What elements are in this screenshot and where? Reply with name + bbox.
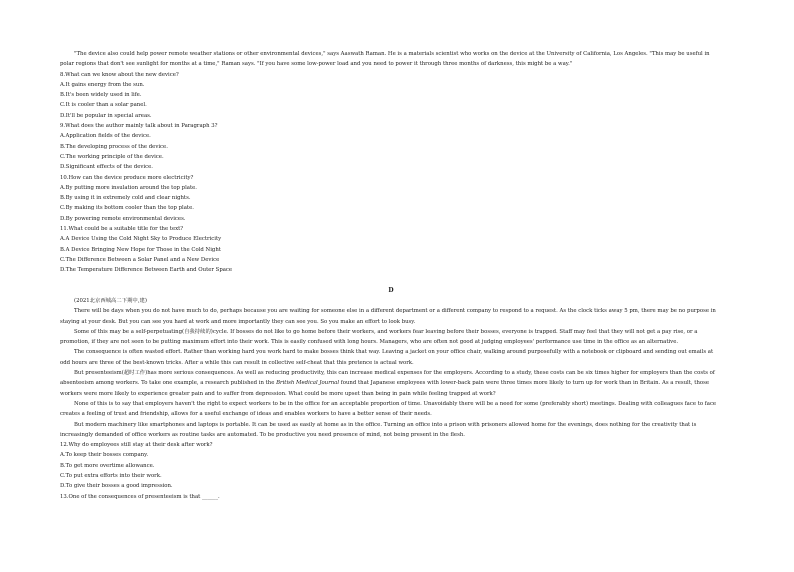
option-a: A.It gains energy from the sun. (60, 81, 145, 88)
paragraph-4-text-b: found that Japanese employees with lower-back pain were three times more likely to turn up for work than in Britain. As a result, those workers were more likely to experience greater pain and to suffer from depression. What could be more upset than being in pain while feeling trapped at work? (60, 380, 710, 397)
source-label: (2021北京西城高二下期中,建) (74, 298, 147, 304)
option-b: B.By using it in extremely cold and clear nights. (60, 195, 191, 202)
reading-part-c-end (60, 49, 722, 276)
paragraph-5: None of this is to say that employers haven't the right to expect workers to be in the office for an acceptable proportion of time. Unavoidably there will be a need for some (preferably short) meetings. Dealing with colleagues face to face creates a feeling of trust and friendship, allows for a useful exchange of ideas and enables workers to have a better sense of their needs. (60, 400, 717, 418)
option-b: B.To get more overtime allowance. (60, 462, 155, 469)
section-letter: D (388, 287, 394, 294)
option-d: D.Significant effects of the device. (60, 164, 153, 171)
option-c: C.By making its bottom cooler than the top plate. (60, 205, 194, 212)
option-b: B.It's been widely used in life. (60, 92, 142, 99)
option-c: C.To put extra efforts into their work. (60, 473, 162, 480)
option-b: B.The developing process of the device. (60, 143, 168, 150)
paragraph-4-text-a: But presenteeism(超时工作)has more serious consequences. As well as reducing productivity, this can increase medical expenses for the employers. According to a study, these costs can be six times higher for employers than the costs of absenteeism among workers. To take one example, a research published in the (60, 370, 715, 387)
option-c: C.The working principle of the device. (60, 153, 164, 160)
question-stem: 8.What can we know about the new device? (60, 71, 179, 78)
question-stem: 12.Why do employees still stay at their desk after work? (60, 442, 213, 449)
option-c: C.The Difference Between a Solar Panel and a New Device (60, 256, 220, 263)
question-10 (60, 173, 722, 224)
quote-paragraph: "The device also could help power remote weather stations or other environmental devices," says Aaswath Raman. He is a materials scientist who works on the device at the University of California, Los Angeles. "This may be useful in polar regions that don't see sunlight for months at a time," Raman says. "If you have some low-power load and you need to power it through three months of darkness, this might be a way." (60, 51, 710, 68)
option-a: A.Application fields of the device. (60, 133, 151, 140)
question-11 (60, 224, 722, 275)
option-a: A.A Device Using the Cold Night Sky to Produce Electricity (60, 236, 222, 243)
journal-name: British Medical Journal (276, 380, 340, 387)
question-stem: 11.What could be a suitable title for the text? (60, 226, 184, 233)
paragraph-2: Some of this may be a self-perpetuating(自我持续的)cycle. If bosses do not like to go home before their workers, and workers fear leaving before their bosses, everyone is trapped. Staff may feel that they will not get a pay rise, or a promotion, if they are not seen to be putting maximum effort into their work. This is easily confused with long hours. Managers, who are often not good at judging employees' performance use time in the office as an alternative. (60, 328, 698, 346)
question-12 (60, 440, 722, 491)
paragraph-4 (60, 368, 722, 399)
option-d: D.It'll be popular in special areas. (60, 112, 152, 119)
question-stem: 9.What does the author mainly talk about in Paragraph 3? (60, 123, 218, 130)
option-a: A.By putting more insulation around the top plate. (60, 184, 197, 191)
reading-part-d (60, 286, 722, 502)
question-stem: 10.How can the device produce more electricity? (60, 174, 194, 181)
option-a: A.To keep their bosses company. (60, 452, 149, 459)
option-d: D.By powering remote environmental devices. (60, 215, 186, 222)
paragraph-3: The consequence is often wasted effort. Rather than working hard you work hard to make bosses think that way. Leaving a jacket on your office chair, walking around purposefully with a notebook or clipboard and sending out emails at odd hours are three of the best-known tricks. After a while this can result in collective self-cheat that this pretence is actual work. (60, 349, 714, 366)
question-13: 13.One of the consequences of presenteeism is that ______. (60, 493, 220, 500)
option-d: D.The Temperature Difference Between Earth and Outer Space (60, 267, 233, 274)
option-b: B.A Device Bringing New Hope for Those in the Cold Night (60, 246, 221, 253)
paragraph-1: There will be days when you do not have much to do, perhaps because you are waiting for someone else in a different department or a different company to respond to a request. As the clock ticks away 5 pm, there may be no purpose in staying at your desk. But you can see you hard at work and more importantly they can see you. So you make an effort to look busy. (60, 308, 716, 325)
question-9 (60, 121, 722, 172)
question-8 (60, 70, 722, 121)
option-c: C.It is cooler than a solar panel. (60, 102, 147, 109)
option-d: D.To give their bosses a good impression. (60, 483, 173, 490)
paragraph-6: But modern machinery like smartphones and laptops is portable. It can be used as easily at home as in the office. Turning an office into a prison with prisoners allowed home for the evenings, does nothing for the creativity that is increasingly demanded of office workers as routine tasks are automated. To be productive you need presence of mind, not being present in the flesh. (60, 421, 697, 438)
